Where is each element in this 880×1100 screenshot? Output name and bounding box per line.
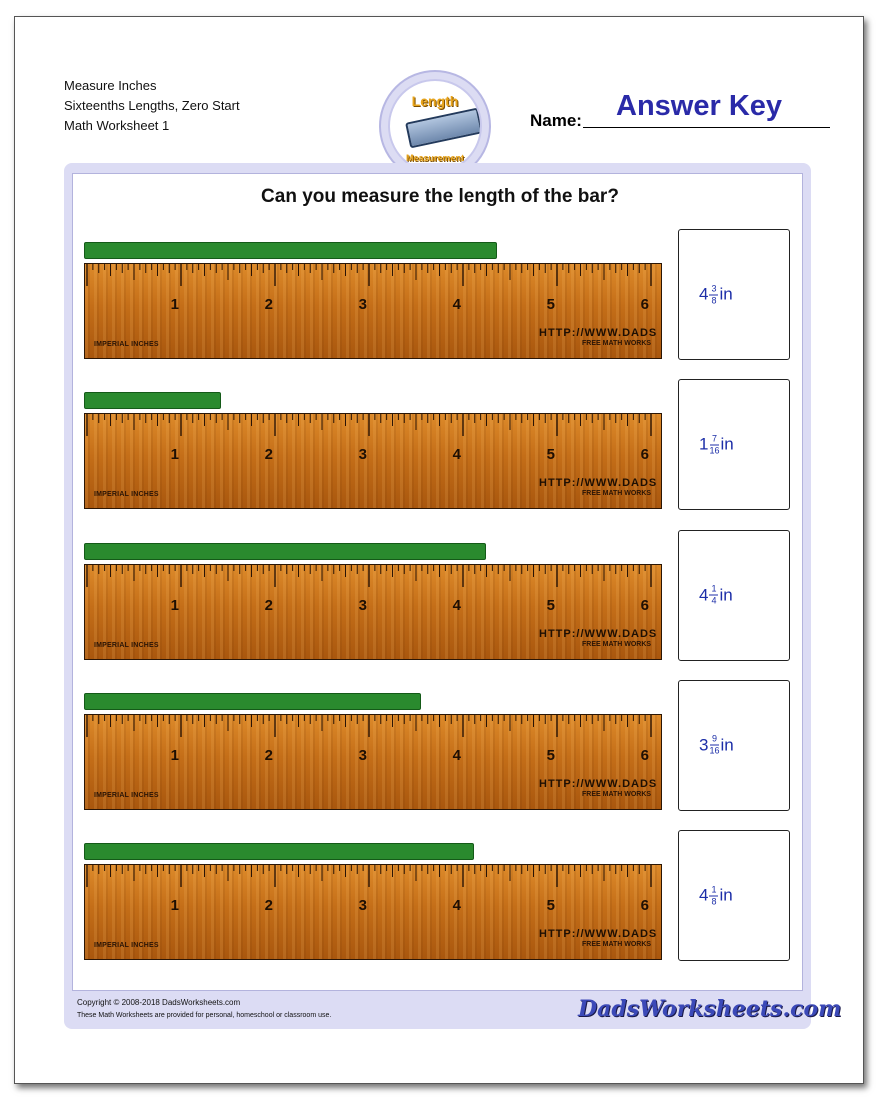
answer-fraction [709, 283, 718, 306]
answer-box [678, 379, 790, 510]
answer-unit: in [720, 735, 734, 755]
ruler-url-label: HTTP://WWW.DADS [539, 627, 658, 640]
answer-denominator: 8 [711, 295, 717, 305]
ruler-brand-label: IMPERIAL INCHES [94, 491, 159, 499]
ruler-url-sublabel: FREE MATH WORKS [582, 340, 652, 347]
answer-whole: 1 [699, 434, 709, 454]
wooden-ruler [84, 263, 662, 359]
answer-fraction [709, 734, 719, 757]
dadsworksheets-logo: DadsWorksheets.com [578, 996, 842, 1022]
answer-whole: 4 [699, 284, 709, 304]
answer-value [699, 584, 733, 607]
measure-bar [84, 693, 421, 710]
answer-whole: 4 [699, 885, 709, 905]
ruler-url-sublabel: FREE MATH WORKS [582, 941, 652, 948]
measure-bar [84, 242, 497, 259]
ruler-brand-label: IMPERIAL INCHES [94, 341, 159, 348]
answer-unit: in [719, 885, 733, 905]
ruler-url-label: HTTP://WWW.DADS [539, 928, 658, 940]
usage-text: These Math Worksheets are provided for personal, homeschool or classroom use. [77, 1012, 332, 1019]
ruler-number: 1 [170, 296, 179, 313]
ruler-number: 1 [170, 897, 179, 914]
answer-value [699, 734, 734, 757]
ruler-url-label: HTTP://WWW.DADS [539, 477, 658, 490]
ruler-number: 6 [640, 897, 649, 914]
worksheet-subtitle: Sixteenths Lengths, Zero Start [64, 98, 240, 113]
ruler-number: 3 [358, 296, 367, 313]
answer-numerator: 9 [711, 733, 717, 744]
ruler-number: 1 [170, 446, 179, 464]
answer-value [699, 433, 734, 456]
answer-numerator: 3 [711, 283, 717, 293]
answer-numerator: 7 [711, 433, 717, 444]
ruler-number: 2 [264, 446, 273, 464]
answer-unit: in [720, 434, 734, 454]
ruler-number: 3 [358, 746, 367, 764]
answer-fraction [709, 584, 718, 607]
ruler-number: 6 [640, 746, 649, 764]
ruler-brand-label: IMPERIAL INCHES [94, 942, 159, 949]
question-text: Can you measure the length of the bar? [261, 186, 619, 207]
answer-denominator: 16 [709, 445, 720, 456]
name-line [583, 127, 830, 128]
ruler-number: 5 [546, 296, 555, 313]
ruler-number: 5 [546, 746, 555, 764]
logo-bottom-word: Measurement [405, 153, 465, 163]
wooden-ruler [84, 413, 662, 509]
ruler-url-label: HTTP://WWW.DADS [539, 777, 658, 790]
answer-value [699, 884, 733, 907]
answer-fraction [709, 884, 718, 907]
ruler-number: 6 [640, 596, 649, 614]
ruler-url-sublabel: FREE MATH WORKS [582, 640, 652, 648]
ruler-url-sublabel: FREE MATH WORKS [582, 790, 652, 798]
answer-denominator: 4 [711, 595, 717, 606]
ruler-number: 3 [358, 897, 367, 914]
worksheet-title: Measure Inches [64, 78, 157, 93]
answer-value [699, 283, 733, 306]
ruler-number: 2 [264, 596, 273, 614]
answer-unit: in [719, 585, 733, 604]
ruler-number: 4 [452, 296, 461, 313]
answer-denominator: 8 [711, 896, 717, 906]
answer-box [678, 530, 790, 661]
ruler-url-label: HTTP://WWW.DADS [539, 327, 658, 339]
ruler-brand-label: IMPERIAL INCHES [94, 791, 159, 799]
logo-top-word: Length [411, 93, 459, 109]
ruler-number: 5 [546, 446, 555, 464]
answer-denominator: 16 [709, 745, 720, 756]
ruler-number: 4 [452, 897, 461, 914]
answer-numerator: 1 [711, 583, 717, 594]
answer-whole: 3 [699, 735, 709, 755]
ruler-icon [405, 108, 482, 149]
ruler-number: 5 [546, 596, 555, 614]
ruler-number: 4 [452, 596, 461, 614]
ruler-number: 4 [452, 446, 461, 464]
ruler-brand-label: IMPERIAL INCHES [94, 641, 159, 649]
ruler-number: 4 [452, 746, 461, 764]
ruler-number: 2 [264, 746, 273, 764]
answer-fraction [709, 433, 719, 456]
wooden-ruler [84, 564, 662, 660]
answer-key-label: Answer Key [616, 90, 783, 122]
ruler-number: 3 [358, 596, 367, 614]
answer-box [678, 830, 790, 961]
answer-whole: 4 [699, 585, 709, 604]
copyright-text: Copyright © 2008-2018 DadsWorksheets.com [77, 998, 241, 1007]
ruler-number: 5 [546, 897, 555, 914]
ruler-number: 2 [264, 897, 273, 914]
name-label: Name: [530, 111, 582, 130]
answer-unit: in [719, 284, 733, 304]
answer-box [678, 680, 790, 811]
measure-bar [84, 843, 474, 860]
measure-bar [84, 543, 486, 560]
answer-box [678, 229, 790, 360]
wooden-ruler [84, 714, 662, 810]
ruler-number: 2 [264, 296, 273, 313]
ruler-url-sublabel: FREE MATH WORKS [582, 490, 652, 498]
ruler-number: 1 [170, 596, 179, 614]
worksheet-number: Math Worksheet 1 [64, 118, 170, 133]
answer-numerator: 1 [711, 884, 717, 894]
ruler-number: 6 [640, 446, 649, 464]
measure-bar [84, 392, 221, 409]
ruler-number: 6 [640, 296, 649, 313]
ruler-number: 1 [170, 746, 179, 764]
ruler-number: 3 [358, 446, 367, 464]
wooden-ruler [84, 864, 662, 960]
